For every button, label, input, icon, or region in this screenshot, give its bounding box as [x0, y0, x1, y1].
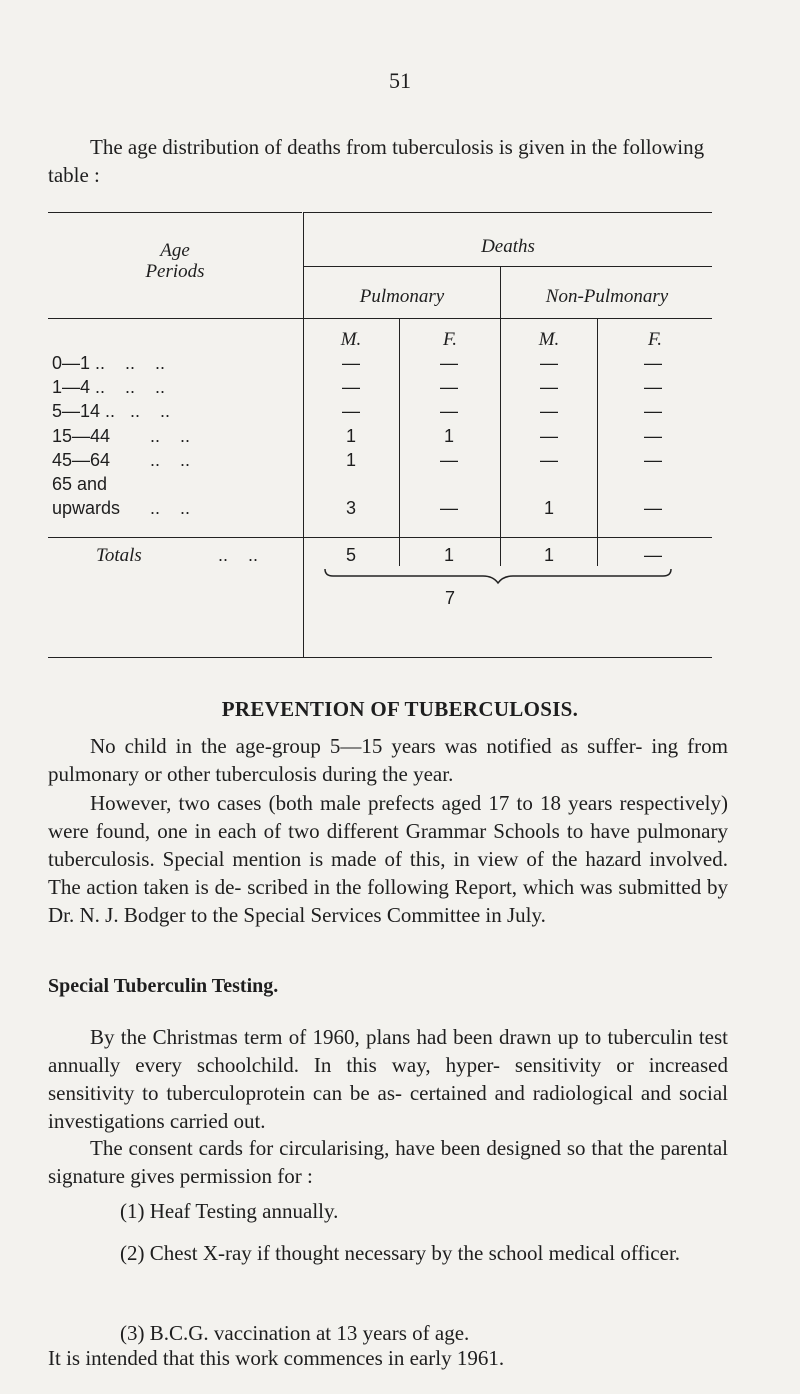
cell-value: — [342, 377, 360, 397]
cell-value: — [644, 498, 662, 518]
paragraph-consent: The consent cards for circularising, have been designed so that the parental signature gives permission for : [48, 1136, 728, 1188]
paragraph-cases: However, two cases (both male prefects aged 17 to 18 years respectively) were found, one in each of two different Grammar Schools to have pulmonary tuberculosis. Special mention is made of this, in view of the hazard involved. The action taken is de- scribed in the following Report, which was submitted by Dr. N. J. Bodger to the Special Services Committee in July. [48, 791, 728, 927]
cell-value: — [440, 353, 458, 373]
cell-value: — [342, 401, 360, 421]
nonpulmonary-m-header: M. [538, 329, 560, 350]
header-bottom-rule [48, 318, 712, 319]
section-heading: PREVENTION OF TUBERCULOSIS. [221, 697, 579, 721]
total-brace [323, 567, 673, 585]
cell-value: 1 [345, 426, 356, 446]
cell-value: — [440, 450, 458, 470]
cell-value: — [644, 450, 662, 470]
totals-top-rule [48, 537, 712, 538]
pulmonary-header: Pulmonary [359, 286, 445, 307]
intro-paragraph: The age distribution of deaths from tuberculosis is given in the following table : [48, 135, 705, 187]
cell-value: 3 [345, 498, 356, 518]
row-label: 45—64 .. .. [52, 450, 191, 470]
cell-value: 1 [345, 450, 356, 470]
subheading: Special Tuberculin Testing. [48, 975, 279, 997]
totals-dots: .. .. [218, 545, 259, 565]
age-header: Age [160, 240, 190, 261]
nonpulmonary-header: Non-Pulmonary [545, 286, 669, 307]
cell-value: 1 [443, 426, 454, 446]
list-item: (2) Chest X-ray if thought necessary by the school medical officer. [120, 1241, 681, 1265]
cell-value: 1 [543, 498, 554, 518]
cell-value: — [540, 401, 558, 421]
cell-value: — [644, 401, 662, 421]
deaths-table [48, 212, 712, 658]
cell-value: — [540, 426, 558, 446]
cell-value: — [540, 353, 558, 373]
deaths-sub-rule [304, 266, 712, 267]
page-number: 51 [389, 68, 411, 93]
cell-value: — [644, 353, 662, 373]
cell-value: — [342, 353, 360, 373]
pulmonary-m-header: M. [340, 329, 362, 350]
list-item: (1) Heaf Testing annually. [120, 1199, 339, 1223]
grand-total: 7 [444, 588, 455, 608]
total-value: 1 [543, 545, 554, 565]
paragraph-notification: No child in the age-group 5—15 years was notified as suffer- ing from pulmonary or other tuberculosis during the year. [48, 734, 728, 786]
cell-value: — [440, 377, 458, 397]
pulmonary-divider [500, 266, 501, 566]
table-bottom-rule [48, 657, 712, 658]
cell-value: — [540, 377, 558, 397]
table-top-rule-left [48, 212, 302, 213]
closing-line: It is intended that this work commences in early 1961. [48, 1346, 505, 1370]
cell-value: — [440, 401, 458, 421]
total-value: 5 [345, 545, 356, 565]
pulmonary-f-header: F. [443, 329, 457, 350]
total-value: 1 [443, 545, 454, 565]
cell-value: — [540, 450, 558, 470]
paragraph-plans: By the Christmas term of 1960, plans had been drawn up to tuberculin test annually every schoolchild. In this way, hyper- sensitivity or increased sensitivity to tuberculoprotein can be as- certained and radiological and social investigations carried out. [48, 1025, 728, 1133]
nonpulmonary-mf-divider [597, 318, 598, 566]
total-value: — [644, 545, 662, 565]
row-label: 1—4 .. .. .. [52, 377, 166, 397]
nonpulmonary-f-header: F. [648, 329, 662, 350]
totals-label: Totals [96, 545, 142, 566]
list-item: (3) B.C.G. vaccination at 13 years of age. [120, 1321, 470, 1345]
row-label: upwards .. .. [52, 498, 191, 518]
deaths-header: Deaths [481, 236, 535, 257]
periods-header: Periods [145, 261, 205, 282]
row-label: 5—14 .. .. .. [52, 401, 171, 421]
row-label: 15—44 .. .. [52, 426, 191, 446]
cell-value: — [440, 498, 458, 518]
cell-value: — [644, 426, 662, 446]
age-column-divider [303, 212, 304, 658]
cell-value: — [644, 377, 662, 397]
row-label: 0—1 .. .. .. [52, 353, 166, 373]
pulmonary-mf-divider [399, 318, 400, 566]
table-top-rule-right [304, 212, 712, 213]
row-label: 65 and [52, 474, 108, 494]
